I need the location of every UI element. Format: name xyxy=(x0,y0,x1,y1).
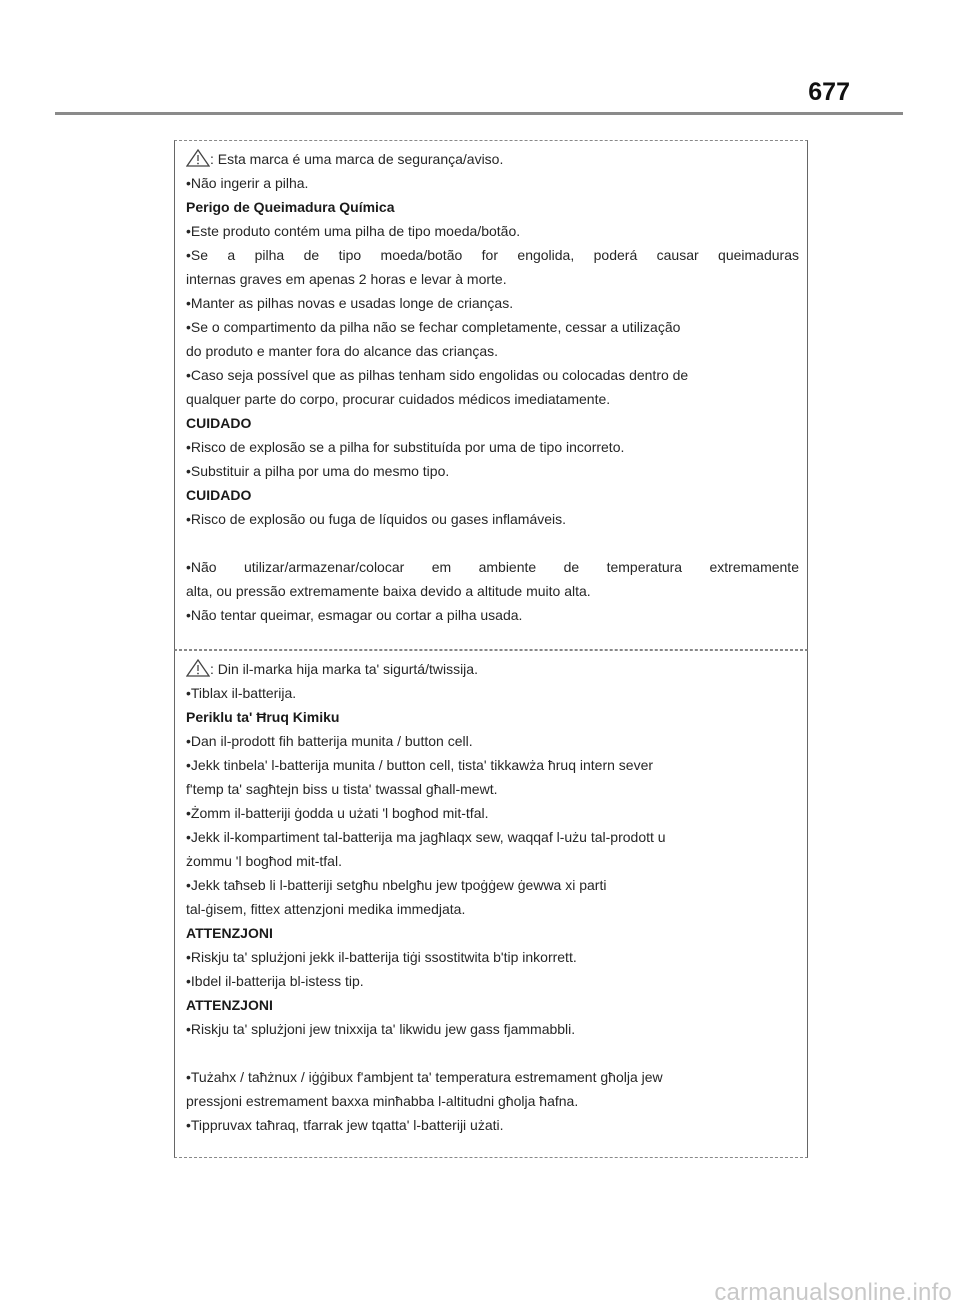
bullet-text: •Risco de explosão ou fuga de líquidos ou gases inflamáveis. xyxy=(186,511,567,527)
bullet-text: •Risco de explosão se a pilha for substituída por uma de tipo incorreto. xyxy=(186,439,625,455)
spacer xyxy=(186,531,799,555)
bullet-text: •Tiblax il-batterija. xyxy=(186,685,297,701)
continuation-text: f'temp ta' sagħtejn biss u tista' twassal għall-mewt. xyxy=(186,781,498,797)
bullet-text: •Żomm il-batteriji ġodda u użati 'l bogħod mit-tfal. xyxy=(186,805,489,821)
caution-heading: ATTENZJONI xyxy=(186,925,273,941)
bullet-text: •Tużahx / taħżnux / iġġibux f'ambjent ta' temperatura estremament għolja jew xyxy=(186,1069,663,1085)
caution-heading: CUIDADO xyxy=(186,487,252,503)
bullet-text: •Riskju ta' splużjoni jew tnixxija ta' likwidu jew gass fjammabbli. xyxy=(186,1021,576,1037)
continuation-text: qualquer parte do corpo, procurar cuidados médicos imediatamente. xyxy=(186,391,611,407)
warning-box-maltese xyxy=(174,650,808,1158)
warning-mark-line xyxy=(186,147,799,171)
warning-box-portuguese xyxy=(174,140,808,650)
bullet-text: •Este produto contém uma pilha de tipo moeda/botão. xyxy=(186,223,521,239)
spacer xyxy=(186,1041,799,1065)
continuation-text: internas graves em apenas 2 horas e levar à morte. xyxy=(186,271,507,287)
bullet-text: •Se a pilha de tipo moeda/botão for engolida, poderá causar queimaduras xyxy=(186,247,799,263)
continuation-text: żommu 'l bogħod mit-tfal. xyxy=(186,853,342,869)
bullet-text: •Jekk tinbela' l-batterija munita / button cell, tista' tikkawża ħruq intern sever xyxy=(186,757,654,773)
header-rule xyxy=(55,112,903,115)
bullet-text: •Não tentar queimar, esmagar ou cortar a pilha usada. xyxy=(186,607,523,623)
bullet-text: •Substituir a pilha por uma do mesmo tipo. xyxy=(186,463,450,479)
bullet-text: •Não ingerir a pilha. xyxy=(186,175,309,191)
bullet-text: •Caso seja possível que as pilhas tenham sido engolidas ou colocadas dentro de xyxy=(186,367,689,383)
section-heading: Periklu ta' Ħruq Kimiku xyxy=(186,709,340,725)
continuation-text: pressjoni estremament baxxa minħabba l-altitudni għolja ħafna. xyxy=(186,1093,579,1109)
bullet-text: •Jekk taħseb li l-batteriji setgħu nbelgħu jew tpoġġew ġewwa xi parti xyxy=(186,877,607,893)
caution-heading: CUIDADO xyxy=(186,415,252,431)
caution-heading: ATTENZJONI xyxy=(186,997,273,1013)
bullet-text: •Riskju ta' splużjoni jekk il-batterija tiġi ssostitwita b'tip inkorrett. xyxy=(186,949,577,965)
continuation-text: do produto e manter fora do alcance das crianças. xyxy=(186,343,499,359)
warning-triangle-icon xyxy=(186,659,210,677)
bullet-text: •Se o compartimento da pilha não se fechar completamente, cessar a utilização xyxy=(186,319,681,335)
continuation-text: alta, ou pressão extremamente baixa devido a altitude muito alta. xyxy=(186,583,591,599)
bullet-text: •Não utilizar/armazenar/colocar em ambiente de temperatura extremamente xyxy=(186,559,799,575)
section-heading: Perigo de Queimadura Química xyxy=(186,199,395,215)
page-number: 677 xyxy=(808,78,850,106)
warning-mark-line xyxy=(186,657,799,681)
warning-mark-text: : Din il-marka hija marka ta' sigurtá/twissija. xyxy=(210,661,478,677)
warning-mark-text: : Esta marca é uma marca de segurança/aviso. xyxy=(210,151,504,167)
bullet-text: •Dan il-prodott fih batterija munita / button cell. xyxy=(186,733,473,749)
bullet-text: •Jekk il-kompartiment tal-batterija ma jagħlaqx sew, waqqaf l-użu tal-prodott u xyxy=(186,829,666,845)
warning-triangle-icon xyxy=(186,149,210,167)
bullet-text: •Manter as pilhas novas e usadas longe de crianças. xyxy=(186,295,514,311)
bullet-text: •Tippruvax taħraq, tfarrak jew tqatta' l-batteriji użati. xyxy=(186,1117,504,1133)
watermark: carmanualsonline.info xyxy=(714,1279,952,1306)
bullet-text: •Ibdel il-batterija bl-istess tip. xyxy=(186,973,364,989)
continuation-text: tal-ġisem, fittex attenzjoni medika immedjata. xyxy=(186,901,466,917)
